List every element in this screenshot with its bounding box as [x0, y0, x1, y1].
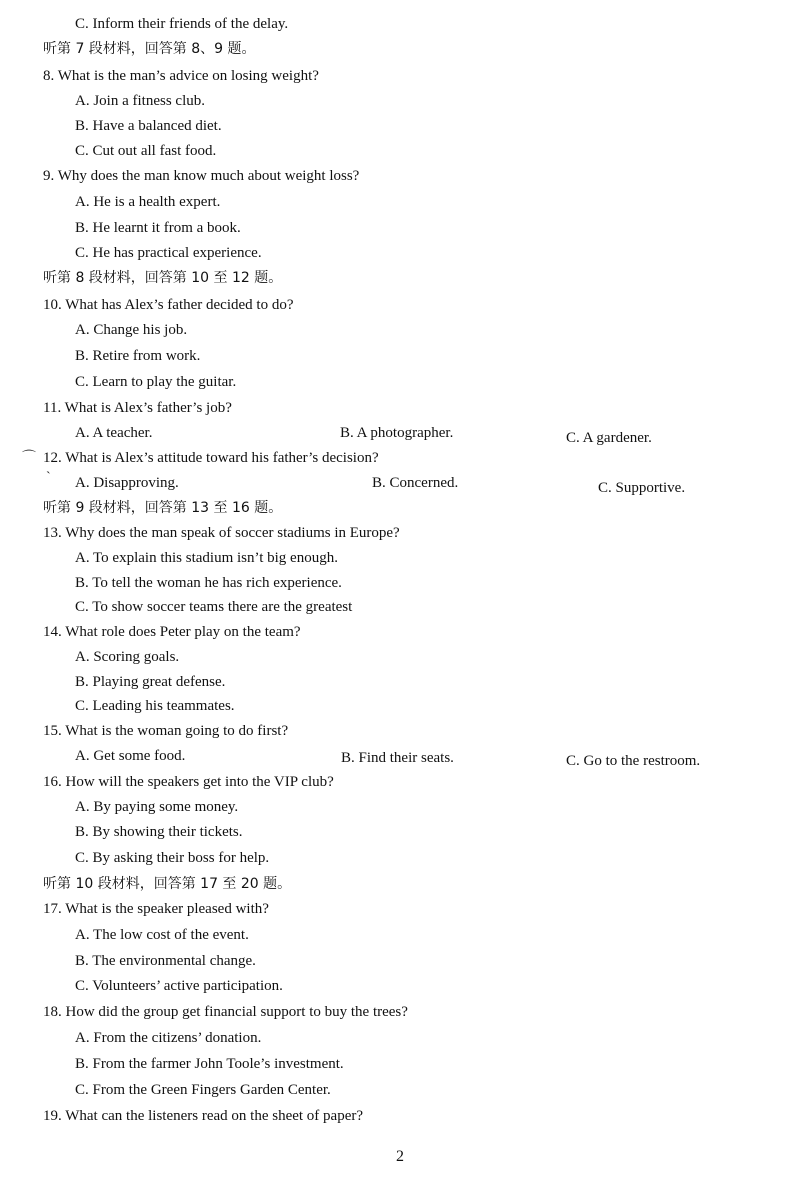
section-heading: 听第 8 段材料，回答第 10 至 12 题。	[43, 270, 283, 286]
option-b: B. Find their seats.	[341, 750, 454, 766]
option-c: C. Learn to play the guitar.	[75, 374, 237, 390]
section-heading: 听第 9 段材料，回答第 13 至 16 题。	[43, 500, 283, 516]
question-9: 9. Why does the man know much about weight loss?	[43, 168, 360, 184]
question-19: 19. What can the listeners read on the sheet of paper?	[43, 1108, 364, 1124]
page-number: 2	[396, 1148, 404, 1165]
option-c: C. To show soccer teams there are the greatest	[75, 599, 353, 615]
option-a: A. Get some food.	[75, 748, 186, 764]
option-b: B. By showing their tickets.	[75, 824, 243, 840]
option-a: A. From the citizens’ donation.	[75, 1030, 262, 1046]
pen-mark: ˋ	[46, 470, 51, 485]
question-13: 13. Why does the man speak of soccer stadiums in Europe?	[43, 525, 400, 541]
question-14: 14. What role does Peter play on the team?	[43, 624, 301, 640]
option-c: C. He has practical experience.	[75, 245, 262, 261]
question-8: 8. What is the man’s advice on losing weight?	[43, 68, 319, 84]
question-17: 17. What is the speaker pleased with?	[43, 901, 269, 917]
option-c: C. Go to the restroom.	[566, 753, 701, 769]
option-b: B. Have a balanced diet.	[75, 118, 222, 134]
question-15: 15. What is the woman going to do first?	[43, 723, 289, 739]
option-b: B. The environmental change.	[75, 953, 256, 969]
question-18: 18. How did the group get financial support to buy the trees?	[43, 1004, 408, 1020]
option-a: A. Change his job.	[75, 322, 188, 338]
option-b: B. To tell the woman he has rich experience.	[75, 575, 342, 591]
option-a: A. Disapproving.	[75, 475, 179, 491]
option-a: A. A teacher.	[75, 425, 153, 441]
option-b: B. Retire from work.	[75, 348, 201, 364]
section-heading: 听第 7 段材料，回答第 8、9 题。	[43, 41, 256, 57]
question-16: 16. How will the speakers get into the VIP club?	[43, 774, 334, 790]
option-a: A. Join a fitness club.	[75, 93, 205, 109]
pen-mark: ⌒	[22, 451, 36, 466]
option-b: B. Concerned.	[372, 475, 459, 491]
option-b: B. A photographer.	[340, 425, 454, 441]
option-a: A. Scoring goals.	[75, 649, 180, 665]
option-c: C. Supportive.	[598, 480, 686, 496]
option-b: B. From the farmer John Toole’s investment.	[75, 1056, 344, 1072]
section-heading: 听第 10 段材料，回答第 17 至 20 题。	[43, 876, 292, 892]
option-a: A. The low cost of the event.	[75, 927, 249, 943]
option-c: C. Cut out all fast food.	[75, 143, 217, 159]
option-a: A. To explain this stadium isn’t big enough.	[75, 550, 338, 566]
option-b: B. He learnt it from a book.	[75, 220, 241, 236]
question-10: 10. What has Alex’s father decided to do?	[43, 297, 294, 313]
question-12: 12. What is Alex’s attitude toward his father’s decision?	[43, 450, 379, 466]
option-c: C. A gardener.	[566, 430, 652, 446]
option-a: A. He is a health expert.	[75, 194, 221, 210]
option-a: A. By paying some money.	[75, 799, 239, 815]
option-c: C. By asking their boss for help.	[75, 850, 270, 866]
option-c: C. Inform their friends of the delay.	[75, 16, 289, 32]
option-b: B. Playing great defense.	[75, 674, 226, 690]
option-c: C. Volunteers’ active participation.	[75, 978, 283, 994]
question-11: 11. What is Alex’s father’s job?	[43, 400, 232, 416]
option-c: C. Leading his teammates.	[75, 698, 235, 714]
option-c: C. From the Green Fingers Garden Center.	[75, 1082, 331, 1098]
